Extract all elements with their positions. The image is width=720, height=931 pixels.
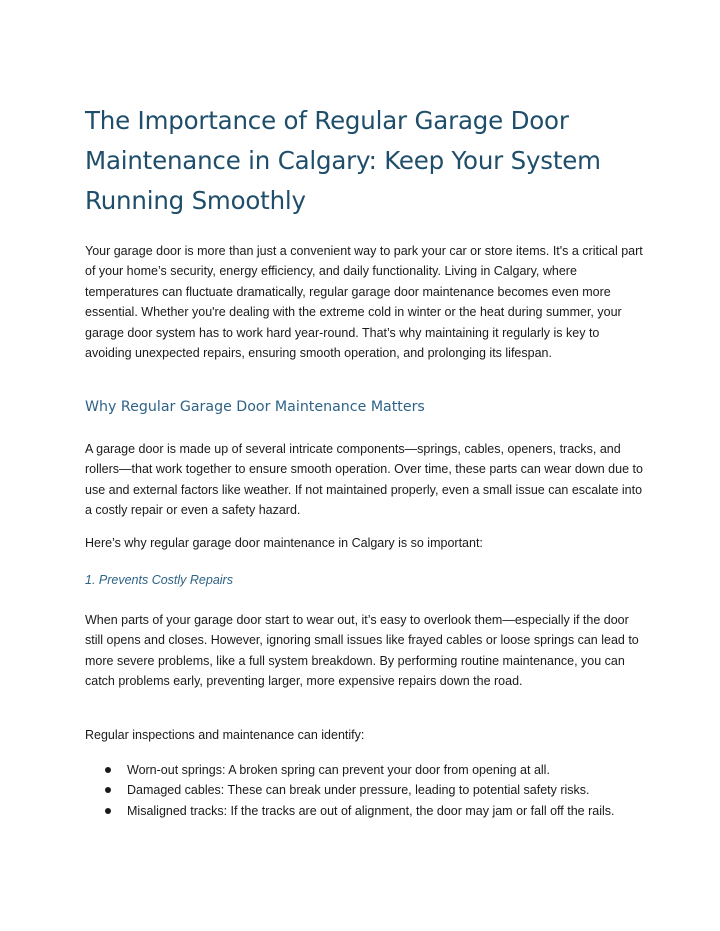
intro-paragraph: Your garage door is more than just a convenient way to park your car or store items. It's a critical part of your home’s security, energy efficiency, and daily functionality. Living in Calgary, where temperatures can fluctuate dramatically, regular garage door maintenance becomes even more essential. Whether you're dealing with the extreme cold in winter or the heat during summer, your garage door system has to work hard year-round. That’s why maintaining it regularly is key to avoiding unexpected repairs, ensuring smooth operation, and prolonging its lifespan. [85, 244, 643, 361]
section-heading: Why Regular Garage Door Maintenance Matters [85, 399, 425, 415]
issues-list [85, 760, 645, 821]
page-title: The Importance of Regular Garage Door Maintenance in Calgary: Keep Your System Running Smoothly [85, 106, 601, 215]
bullet-icon [105, 808, 111, 814]
section-paragraph: A garage door is made up of several intricate components—springs, cables, openers, tracks, and rollers—that work together to ensure smooth operation. Over time, these parts can wear down due to use and external factors like weather. If not maintained properly, even a small issue can escalate into a costly repair or even a safety hazard. [85, 442, 643, 518]
list-item [85, 801, 645, 821]
list-item-text: Misaligned tracks: If the tracks are out of alignment, the door may jam or fall off the rails. [127, 803, 615, 818]
bullet-icon [105, 787, 111, 793]
repairs-paragraph: When parts of your garage door start to wear out, it’s easy to overlook them—especially if the door still opens and closes. However, ignoring small issues like frayed cables or loose springs can lead to more severe problems, like a full system breakdown. By performing routine maintenance, you can catch problems early, preventing larger, more expensive repairs down the road. [85, 613, 639, 689]
bullet-icon [105, 767, 111, 773]
list-item-text: Worn-out springs: A broken spring can prevent your door from opening at all. [127, 763, 550, 777]
subheading-prevents-repairs: 1. Prevents Costly Repairs [85, 573, 233, 587]
list-item-text: Damaged cables: These can break under pressure, leading to potential safety risks. [127, 783, 590, 798]
list-item [85, 780, 645, 800]
why-intro-paragraph: Here’s why regular garage door maintenance in Calgary is so important: [85, 536, 483, 550]
identify-intro-paragraph: Regular inspections and maintenance can identify: [85, 728, 365, 742]
list-item [85, 760, 645, 780]
